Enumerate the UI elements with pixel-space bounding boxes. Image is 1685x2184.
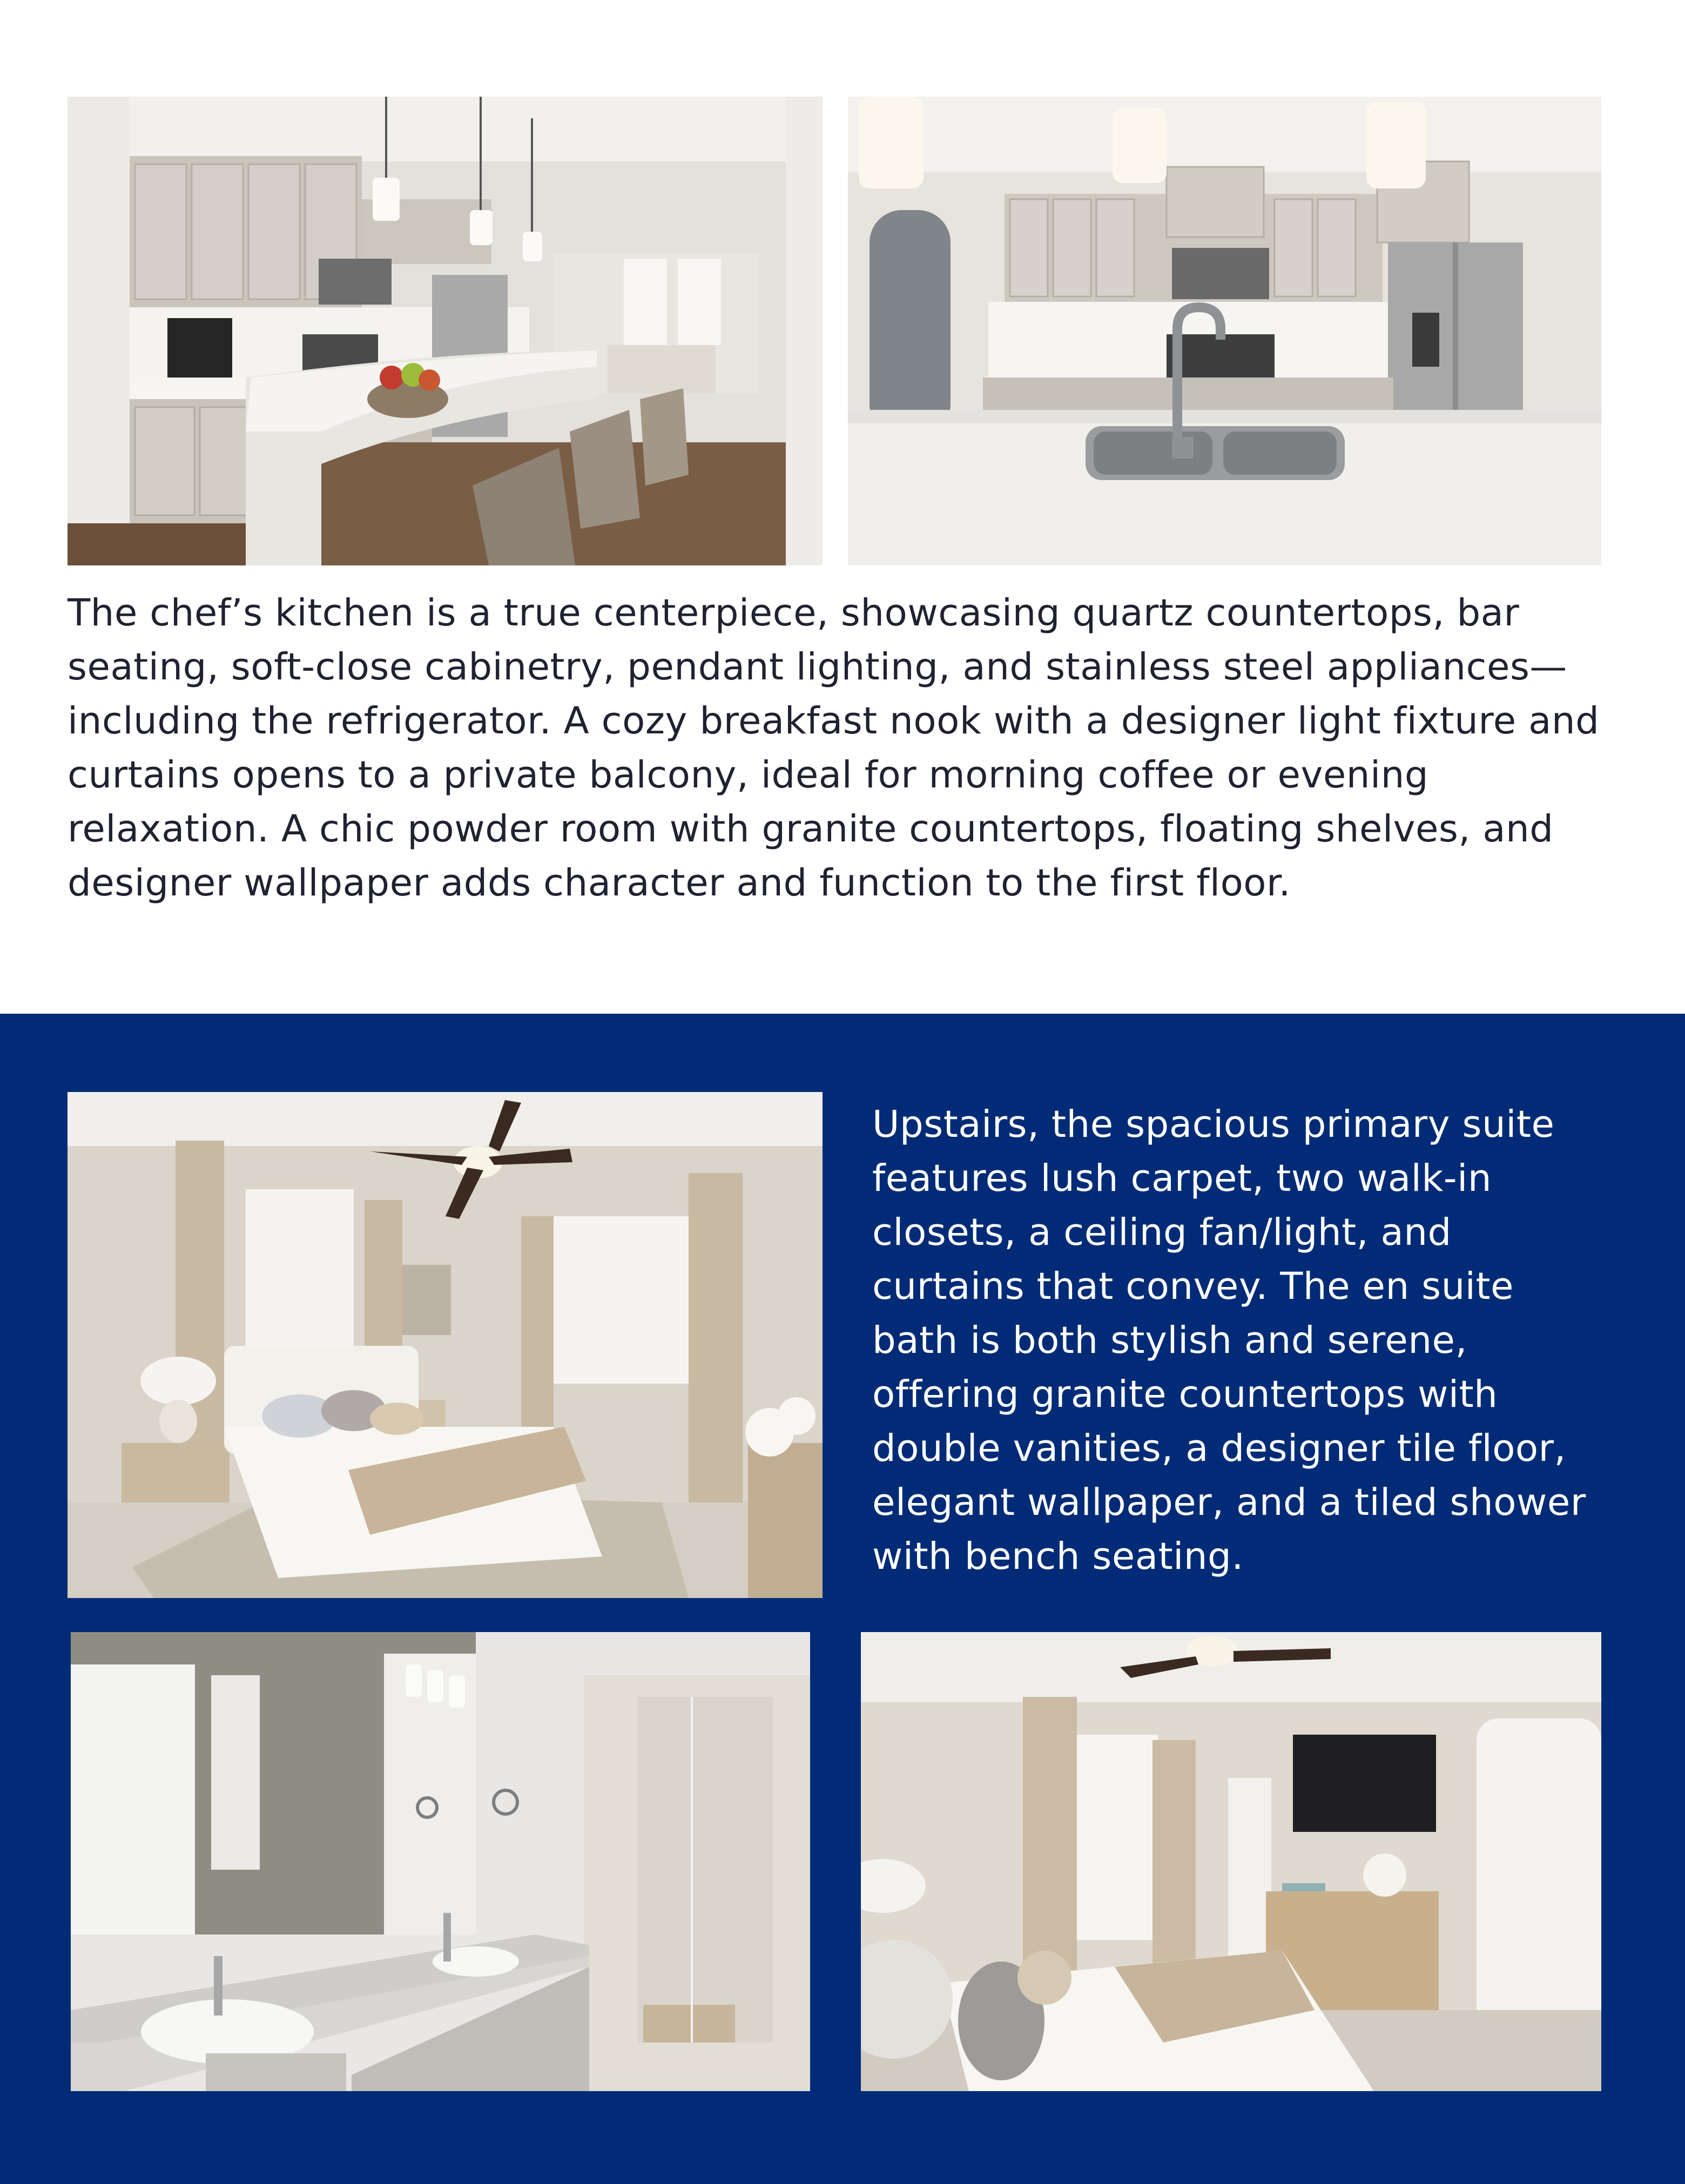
kitchen-description: The chef’s kitchen is a true centerpiece, showcasing quartz countertops, bar seating, soft-close cabinetry, pendant lighting, and stainless steel appliances—including the refrigerator. A cozy breakfast nook with a designer light fixture and curtains opens to a private balcony, ideal for morning coffee or evening relaxation. A chic powder room with granite countertops, floating shelves, and designer wallpaper adds character and function to the first floor. (68, 591, 1600, 905)
primary-suite-description: Upstairs, the spacious primary suite features lush carpet, two walk-in closets, a ceiling fan/light, and curtains that convey. The en suite bath is both stylish and serene, offering granite countertops with double vanities, a designer tile floor, elegant wallpaper, and a tiled shower with bench seating. (872, 1103, 1586, 1578)
kitchen-island-photo (848, 97, 1601, 565)
kitchen-photo (68, 97, 823, 565)
primary-bedroom-photo (68, 1092, 823, 1598)
bathroom-photo (71, 1632, 810, 2091)
second-bedroom-photo (861, 1632, 1601, 2091)
